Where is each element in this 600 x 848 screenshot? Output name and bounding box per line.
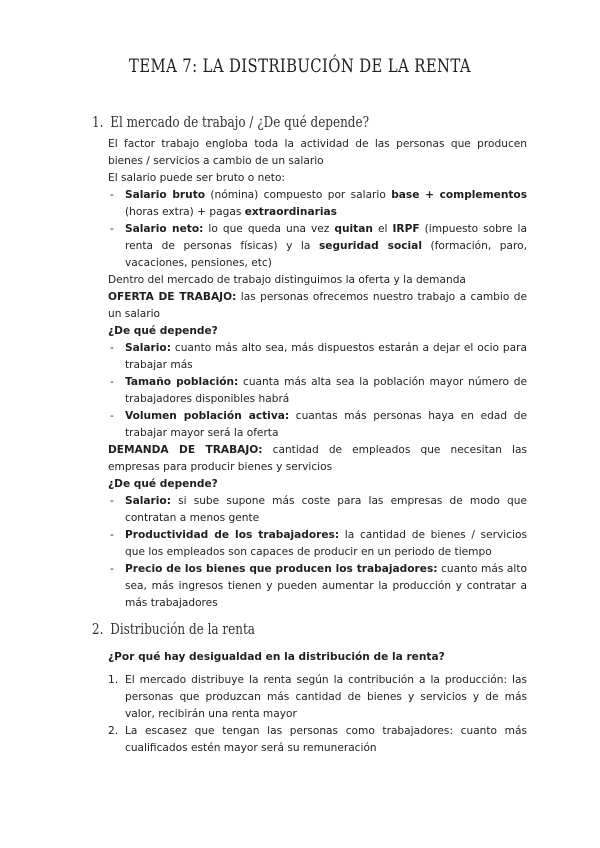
number-marker: 2. <box>108 725 119 737</box>
section-1-content <box>108 136 527 612</box>
section-1-heading <box>92 113 369 131</box>
demanda-definition: DEMANDA DE TRABAJO: cantidad de empleados que necesitan las empresas para producir bienes y servicios <box>108 444 528 473</box>
section-2-title: Distribución de la renta <box>110 620 255 638</box>
section-1-title: El mercado de trabajo / ¿De qué depende? <box>110 113 370 131</box>
numbered-item: 1. El mercado distribuye la renta según la contribución a la producción: las personas que produzcan más cantidad de bienes y servicios y de más valor, recibirán una renta mayor <box>108 674 527 720</box>
numbered-item: 2. La escasez que tengan las personas como trabajadores: cuanto más cualificados estén mayor será su remuneración <box>108 725 527 754</box>
section-2-number: 2. <box>92 620 104 638</box>
list-item: - Volumen población activa: cuantas más personas haya en edad de trabajar mayor será la oferta <box>110 410 527 439</box>
oferta-definition: OFERTA DE TRABAJO: las personas ofrecemos nuestro trabajo a cambio de un salario <box>108 291 527 320</box>
dash-marker: - <box>110 410 114 422</box>
list-item: - Tamaño población: cuanta más alta sea la población mayor número de trabajadores disponibles habrá <box>110 376 527 405</box>
page-title: TEMA 7: LA DISTRIBUCIÓN DE LA RENTA <box>129 55 471 77</box>
section-2-content <box>108 649 527 757</box>
dash-marker: - <box>110 189 114 201</box>
market-line: Dentro del mercado de trabajo distinguimos la oferta y la demanda <box>108 274 466 286</box>
list-item-salario-neto: - Salario neto: lo que queda una vez quitan el IRPF (impuesto sobre la renta de personas físicas) y la seguridad social (formación, paro, vacaciones, pensiones, etc) <box>110 223 527 269</box>
dash-marker: - <box>110 342 114 354</box>
section-1-number: 1. <box>92 113 104 131</box>
list-item: - Productividad de los trabajadores: la cantidad de bienes / servicios que los empleados son capaces de producir en un periodo de tiempo <box>110 529 527 558</box>
intro-paragraph: El factor trabajo engloba toda la actividad de las personas que producen bienes / servicios a cambio de un salario <box>108 138 527 167</box>
demanda-question: ¿De qué depende? <box>108 478 218 490</box>
list-item: - Salario: cuanto más alto sea, más dispuestos estarán a dejar el ocio para trabajar más <box>110 342 527 371</box>
dash-marker: - <box>110 376 114 388</box>
section-2-heading <box>92 620 255 638</box>
dash-marker: - <box>110 495 114 507</box>
list-item-salario-bruto: - Salario bruto (nómina) compuesto por salario base + complementos (horas extra) + pagas extraordinarias <box>110 189 528 218</box>
number-marker: 1. <box>108 674 119 686</box>
section-2-question: ¿Por qué hay desigualdad en la distribución de la renta? <box>108 651 445 663</box>
salary-line: El salario puede ser bruto o neto: <box>108 172 286 184</box>
list-item: - Salario: si sube supone más coste para las empresas de modo que contratan a menos gente <box>110 495 527 524</box>
oferta-question: ¿De qué depende? <box>108 325 218 337</box>
dash-marker: - <box>110 223 114 235</box>
dash-marker: - <box>110 563 114 575</box>
dash-marker: - <box>110 529 114 541</box>
list-item: - Precio de los bienes que producen los trabajadores: cuanto más alto sea, más ingresos tienen y pueden aumentar la producción y contratar a más trabajadores <box>110 563 527 609</box>
